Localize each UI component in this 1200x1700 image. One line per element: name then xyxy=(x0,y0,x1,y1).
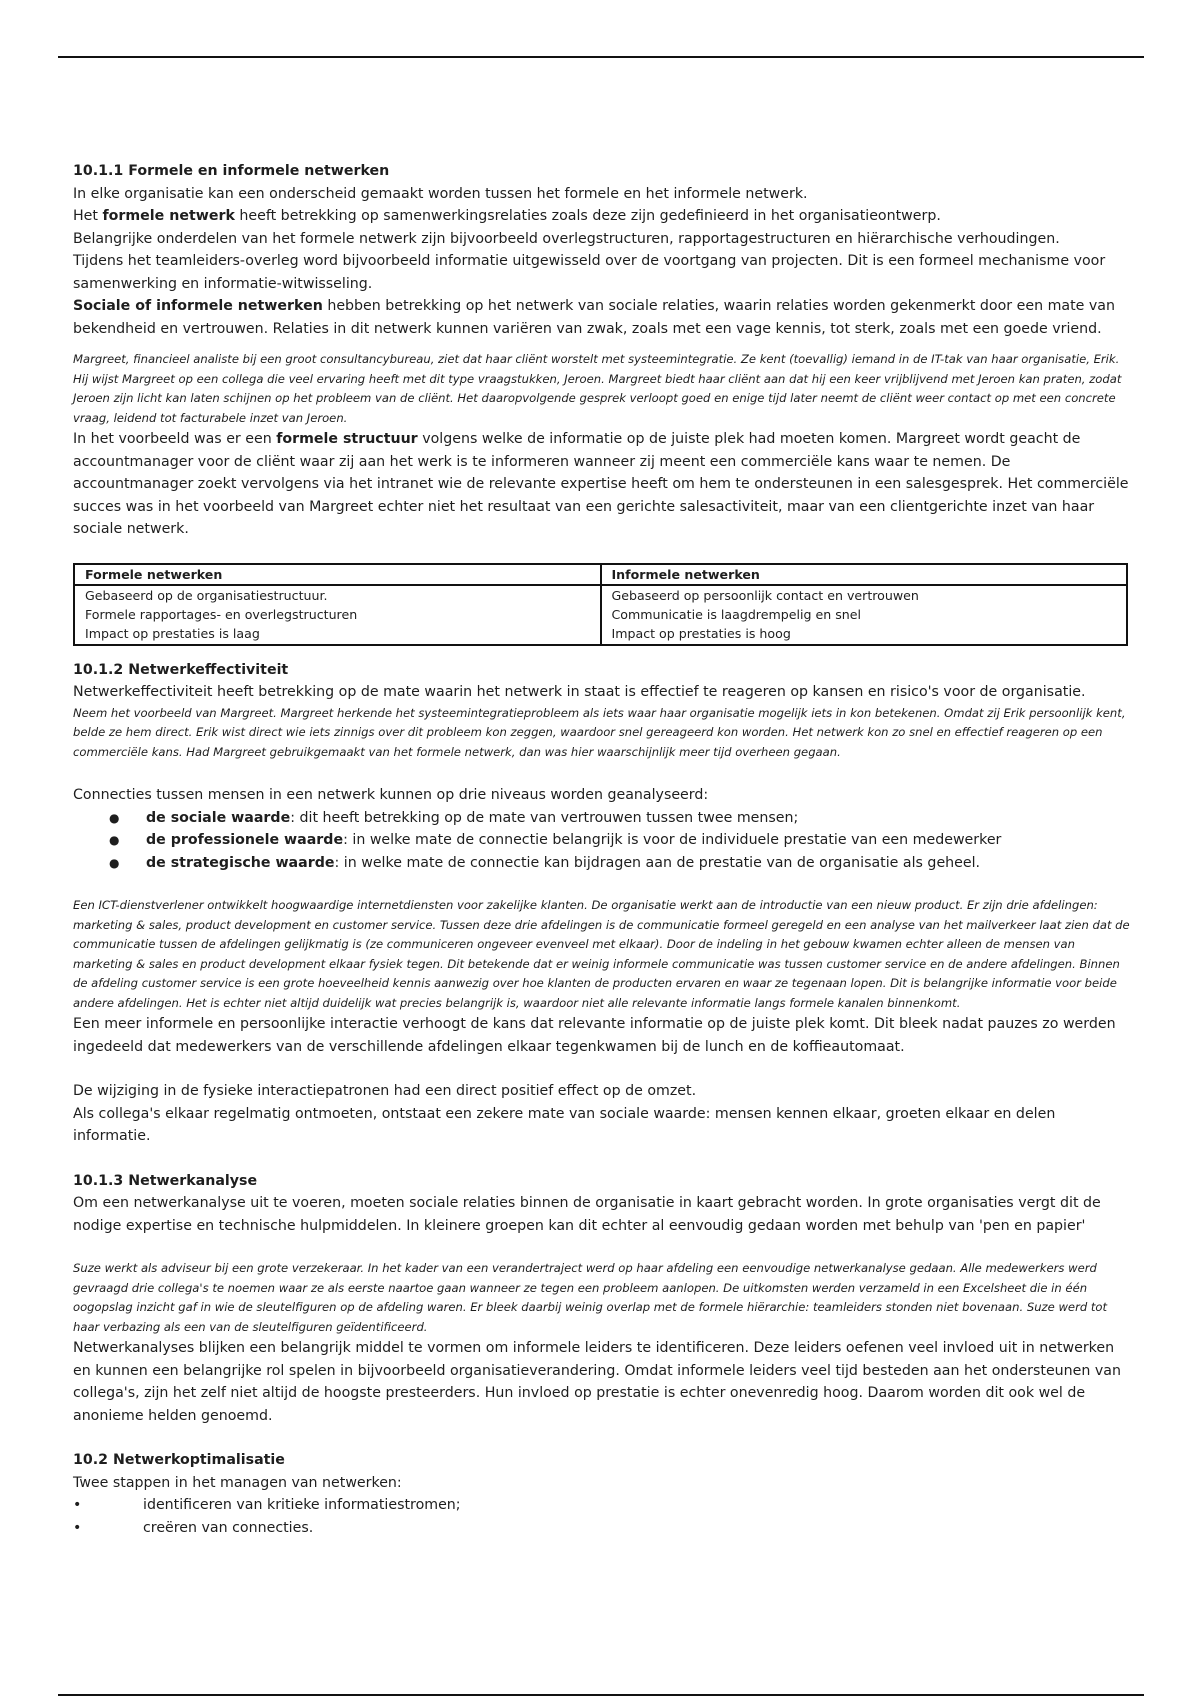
paragraph: Tijdens het teamleiders-overleg word bijvoorbeeld informatie uitgewisseld over de voortgang van projecten. Dit is een formeel mechanisme voor samenwerking en informatie-witwisseling. xyxy=(73,253,1106,292)
section-heading-10-1-2: 10.1.2 Netwerkeffectiviteit xyxy=(73,661,289,678)
table-cell: Gebaseerd op de organisatiestructuur. xyxy=(74,585,601,605)
table-row xyxy=(74,624,1127,644)
list-item: ● de professionele waarde: in welke mate de connectie belangrijk is voor de individuele prestatie van een medewerker xyxy=(109,829,1131,852)
steps-list xyxy=(73,1494,1131,1539)
list-item: • creëren van connecties. xyxy=(73,1517,1131,1540)
paragraph: In het voorbeeld was er een formele structuur volgens welke de informatie op de juiste plek had moeten komen. Margreet wordt geacht de accountmanager voor de cliënt waar zij aan het werk is te informeren wanneer zij meent een commerciële kans waar te nemen. De accountmanager zoekt vervolgens via het intranet wie de relevante expertise heeft om hem te ondersteunen in een salesgesprek. Het commerciële succes was in het voorbeeld van Margreet echter niet het resultaat van een gerichte salesactiviteit, maar van een clientgerichte inzet van haar sociale netwerk. xyxy=(73,431,1129,537)
paragraph: Het formele netwerk heeft betrekking op samenwerkingsrelaties zoals deze zijn gedefinieerd in het organisatieontwerp. xyxy=(73,208,941,224)
footer-rule xyxy=(58,1694,1144,1696)
table-cell: Impact op prestaties is hoog xyxy=(601,624,1128,644)
comparison-table xyxy=(73,563,1128,646)
list-item: • identificeren van kritieke informatiestromen; xyxy=(73,1494,1131,1517)
table-cell: Gebaseerd op persoonlijk contact en vertrouwen xyxy=(601,585,1128,605)
list-item: ● de sociale waarde: dit heeft betrekking op de mate van vertrouwen tussen twee mensen; xyxy=(109,807,1131,830)
example-text: Suze werkt als adviseur bij een grote verzekeraar. In het kader van een verandertraject werd op haar afdeling een eenvoudige netwerkanalyse gedaan. Alle medewerkers werd gevraagd drie collega's te noemen waar ze als eerste naartoe gaan wanneer ze tegen een probleem aanlopen. De uitkomsten werden verzameld in een Excelsheet die in één oogopslag inzicht gaf in wie de sleutelfiguren op de afdeling waren. Er bleek daarbij weinig overlap met de formele hiërarchie: teamleiders stonden niet bovenaan. Suze werd tot haar verbazing als een van de sleutelfiguren geïdentificeerd. xyxy=(73,1261,1108,1334)
paragraph: Connecties tussen mensen in een netwerk kunnen op drie niveaus worden geanalyseerd: xyxy=(73,787,709,804)
paragraph: Als collega's elkaar regelmatig ontmoeten, ontstaat een zekere mate van sociale waarde: mensen kennen elkaar, groeten elkaar en delen informatie. xyxy=(73,1105,1056,1145)
paragraph: Een meer informele en persoonlijke interactie verhoogt de kans dat relevante informatie op de juiste plek komt. Dit bleek nadat pauzes zo werden ingedeeld dat medewerkers van de verschillende afdelingen elkaar tegenkwamen bij de lunch en de koffieautomaat. xyxy=(73,1016,1116,1055)
header-rule xyxy=(58,56,1144,58)
section-heading-10-1-1: 10.1.1 Formele en informele netwerken xyxy=(73,163,390,179)
paragraph: Belangrijke onderdelen van het formele netwerk zijn bijvoorbeeld overlegstructuren, rapportagestructuren en hiërarchische verhoudingen. xyxy=(73,230,1060,247)
section-heading-10-2: 10.2 Netwerkoptimalisatie xyxy=(73,1452,285,1469)
paragraph: Netwerkeffectiviteit heeft betrekking op de mate waarin het netwerk in staat is effectief te reageren op kansen en risico's voor de organisatie. xyxy=(73,684,1086,701)
paragraph: Om een netwerkanalyse uit te voeren, moeten sociale relaties binnen de organisatie in kaart gebracht worden. In grote organisaties vergt dit de nodige expertise en technische hulpmiddelen. In kleinere groepen kan dit echter al eenvoudig gedaan worden met behulp van 'pen en papier' xyxy=(73,1195,1101,1234)
value-list xyxy=(73,807,1131,875)
paragraph: Twee stappen in het managen van netwerken: xyxy=(73,1474,402,1491)
paragraph: In elke organisatie kan een onderscheid gemaakt worden tussen het formele en het informele netwerk. xyxy=(73,185,808,202)
example-text: Neem het voorbeeld van Margreet. Margreet herkende het systeemintegratieprobleem als iets waar haar organisatie mogelijk iets in kon betekenen. Omdat zij Erik persoonlijk kent, belde ze hem direct. Erik wist direct wie iets zinnigs over dit probleem kon zeggen, waardoor snel gereageerd kon worden. Het netwerk kon zo snel en effectief reageren op een commerciële kans. Had Margreet gebruikgemaakt van het formele netwerk, dan was hier waarschijnlijk meer tijd overheen gegaan. xyxy=(73,705,1126,759)
table-row xyxy=(74,585,1127,605)
table-header-row xyxy=(74,564,1127,585)
section-heading-10-1-3: 10.1.3 Netwerkanalyse xyxy=(73,1172,258,1189)
table-cell: Communicatie is laagdrempelig en snel xyxy=(601,605,1128,624)
table-header-cell: Informele netwerken xyxy=(601,564,1128,585)
document-body xyxy=(73,160,1131,1539)
paragraph: Netwerkanalyses blijken een belangrijk middel te vormen om informele leiders te identificeren. Deze leiders oefenen veel invloed uit in netwerken en kunnen een belangrijke rol spelen in bijvoorbeeld organisatieverandering. Omdat informele leiders veel tijd besteden aan het ondersteunen van collega's, zijn het zelf niet altijd de hoogste presteerders. Hun invloed op prestatie is echter onevenredig hoog. Daarom worden dit ook wel de anonieme helden genoemd. xyxy=(73,1340,1121,1424)
bold-term: Sociale of informele netwerken xyxy=(73,298,323,314)
table-row xyxy=(74,605,1127,624)
table-cell: Impact op prestaties is laag xyxy=(74,624,601,644)
bold-term: formele netwerk xyxy=(102,208,235,224)
example-text: Margreet, financieel analiste bij een groot consultancybureau, ziet dat haar cliënt worstelt met systeemintegratie. Ze kent (toevallig) iemand in de IT-tak van haar organisatie, Erik. Hij wijst Margreet op een collega die veel ervaring heeft met dit type vraagstukken, Jeroen. Margreet biedt haar cliënt aan dat hij een keer vrijblijvend met Jeroen kan praten, zodat Jeroen zijn licht kan laten schijnen op het probleem van de cliënt. Het daaropvolgende gesprek verloopt goed en enige tijd later neemt de cliënt weer contact op met een concrete vraag, leidend tot facturabele inzet van Jeroen. xyxy=(73,352,1122,425)
example-text: Een ICT-dienstverlener ontwikkelt hoogwaardige internetdiensten voor zakelijke klanten. De organisatie werkt aan de introductie van een nieuw product. Er zijn drie afdelingen: marketing & sales, product development en customer service. Tussen deze drie afdelingen is de communicatie formeel geregeld en een analyse van het mailverkeer laat zien dat de communicatie tussen de afdelingen gelijkmatig is (ze communiceren ongeveer evenveel met elkaar). Door de indeling in het gebouw kwamen echter alleen de mensen van marketing & sales en product development elkaar fysiek tegen. Dit betekende dat er weinig informele communicatie was tussen customer service en de andere afdelingen. Binnen de afdeling customer service is een grote hoeveelheid kennis aanwezig over hoe klanten de producten ervaren en waar ze tegenaan lopen. Dit is belangrijke informatie voor beide andere afdelingen. Het is echter niet altijd duidelijk wat precies belangrijk is, waardoor niet alle relevante informatie langs formele kanalen binnenkomt. xyxy=(73,898,1130,1010)
paragraph: De wijziging in de fysieke interactiepatronen had een direct positief effect op de omzet. xyxy=(73,1083,697,1100)
paragraph: Sociale of informele netwerken hebben betrekking op het netwerk van sociale relaties, waarin relaties worden gekenmerkt door een mate van bekendheid en vertrouwen. Relaties in dit netwerk kunnen variëren van zwak, zoals met een vage kennis, tot sterk, zoals met een goede vriend. xyxy=(73,298,1115,337)
list-item: ● de strategische waarde: in welke mate de connectie kan bijdragen aan de prestatie van de organisatie als geheel. xyxy=(109,852,1131,875)
table-header-cell: Formele netwerken xyxy=(74,564,601,585)
table-cell: Formele rapportages- en overlegstructuren xyxy=(74,605,601,624)
bold-term: formele structuur xyxy=(276,431,418,447)
